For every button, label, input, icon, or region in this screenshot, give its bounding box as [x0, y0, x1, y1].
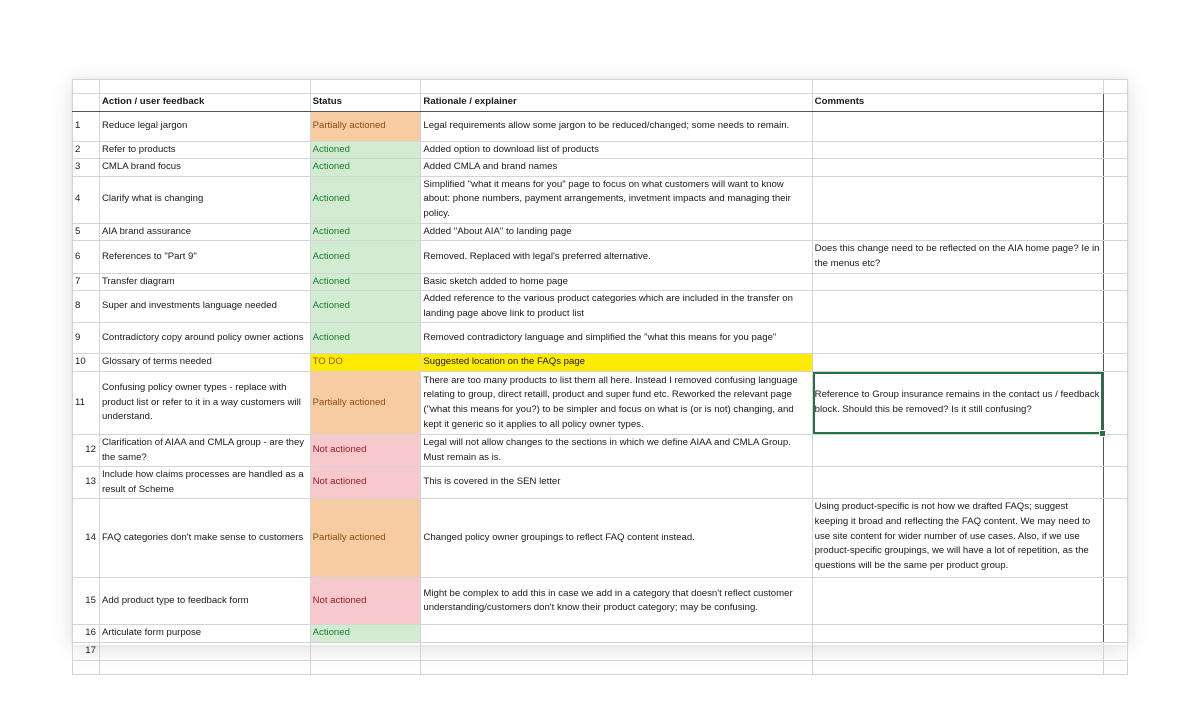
action-cell[interactable]: References to "Part 9": [99, 241, 310, 273]
cell[interactable]: [73, 660, 100, 674]
status-cell[interactable]: Actioned: [310, 176, 421, 223]
comments-cell[interactable]: [812, 111, 1103, 141]
table-row: [73, 467, 1128, 499]
comments-cell[interactable]: [812, 273, 1103, 291]
rationale-cell[interactable]: Legal requirements allow some jargon to be reduced/changed; some needs to remain.: [421, 111, 812, 141]
action-cell[interactable]: Articulate form purpose: [99, 625, 310, 643]
feedback-table: [72, 79, 1128, 675]
table-row: [73, 273, 1128, 291]
rationale-cell[interactable]: Might be complex to add this in case we add in a category that doesn't reflect customer understanding/customers don't know their product category; may be confusing.: [421, 578, 812, 625]
table-row: [73, 434, 1128, 466]
action-cell[interactable]: Refer to products: [99, 141, 310, 159]
table-row: [73, 241, 1128, 273]
status-cell[interactable]: Partially actioned: [310, 371, 421, 434]
table-row: [73, 141, 1128, 159]
comments-cell[interactable]: [812, 642, 1103, 660]
rationale-cell[interactable]: Added "About AIA" to landing page: [421, 223, 812, 241]
table-row: [73, 625, 1128, 643]
action-cell[interactable]: Transfer diagram: [99, 273, 310, 291]
cell[interactable]: [1104, 176, 1128, 223]
cell[interactable]: [1104, 323, 1128, 354]
comments-cell[interactable]: [812, 578, 1103, 625]
comments-cell[interactable]: [812, 625, 1103, 643]
row-number[interactable]: 16: [73, 625, 100, 643]
rationale-cell[interactable]: Added CMLA and brand names: [421, 159, 812, 177]
cell[interactable]: [1104, 159, 1128, 177]
cell[interactable]: [310, 660, 421, 674]
status-cell[interactable]: Actioned: [310, 159, 421, 177]
action-cell[interactable]: Confusing policy owner types - replace with product list or refer to it in a way customers will understand.: [99, 371, 310, 434]
status-cell[interactable]: Partially actioned: [310, 499, 421, 578]
action-cell[interactable]: FAQ categories don't make sense to customers: [99, 499, 310, 578]
rationale-cell[interactable]: Removed contradictory language and simplified the "what this means for you page": [421, 323, 812, 354]
cell[interactable]: [99, 80, 310, 94]
comments-cell[interactable]: [812, 291, 1103, 323]
action-cell[interactable]: Glossary of terms needed: [99, 354, 310, 372]
action-cell[interactable]: Contradictory copy around policy owner actions: [99, 323, 310, 354]
comments-cell[interactable]: Using product-specific is not how we drafted FAQs; suggest keeping it broad and reflecting the FAQ content. We may need to use site content for wider number of use cases. Also, if we use product-specific groupings, we will have a lot of repetition, as the questions will be the same per product group.: [812, 499, 1103, 578]
table-row: [73, 354, 1128, 372]
status-cell[interactable]: Partially actioned: [310, 111, 421, 141]
cell[interactable]: [1104, 578, 1128, 625]
cell[interactable]: [1104, 642, 1128, 660]
cell[interactable]: [1104, 660, 1128, 674]
status-cell[interactable]: [310, 642, 421, 660]
row-number[interactable]: 2: [73, 141, 100, 159]
rationale-cell[interactable]: There are too many products to list them all here. Instead I removed confusing language relating to group, direct retaill, product and super fund etc. Reworked the relevant page ("what this means for you?) to be simpler and focus on what is (or is not) changing, and kept it generic so it applies to all policy owner types.: [421, 371, 812, 434]
row-number[interactable]: 8: [73, 291, 100, 323]
header-rationale[interactable]: Rationale / explainer: [421, 94, 812, 112]
cell[interactable]: [1104, 625, 1128, 643]
rationale-cell[interactable]: Changed policy owner groupings to reflect FAQ content instead.: [421, 499, 812, 578]
table-row: [73, 159, 1128, 177]
row-number[interactable]: 7: [73, 273, 100, 291]
cell[interactable]: [1104, 273, 1128, 291]
status-cell[interactable]: Actioned: [310, 323, 421, 354]
spacer-row: [73, 660, 1128, 674]
cell[interactable]: [421, 660, 812, 674]
action-cell[interactable]: Include how claims processes are handled as a result of Scheme: [99, 467, 310, 499]
status-cell[interactable]: TO DO: [310, 354, 421, 372]
row-number[interactable]: 15: [73, 578, 100, 625]
rationale-cell[interactable]: [421, 625, 812, 643]
row-number[interactable]: 6: [73, 241, 100, 273]
cell[interactable]: [73, 80, 100, 94]
row-number[interactable]: 1: [73, 111, 100, 141]
row-number[interactable]: 4: [73, 176, 100, 223]
row-number[interactable]: 3: [73, 159, 100, 177]
cell[interactable]: [812, 80, 1103, 94]
row-number[interactable]: 5: [73, 223, 100, 241]
spreadsheet: [72, 79, 1128, 656]
row-number[interactable]: 17: [73, 642, 100, 660]
table-row: [73, 176, 1128, 223]
comments-cell[interactable]: [812, 323, 1103, 354]
comments-cell[interactable]: [812, 354, 1103, 372]
cell[interactable]: [1104, 371, 1128, 434]
action-cell[interactable]: Add product type to feedback form: [99, 578, 310, 625]
row-number[interactable]: 10: [73, 354, 100, 372]
comments-cell[interactable]: [812, 141, 1103, 159]
rationale-cell[interactable]: Suggested location on the FAQs page: [421, 354, 812, 372]
cell[interactable]: [812, 660, 1103, 674]
rationale-cell[interactable]: Legal will not allow changes to the sections in which we define AIAA and CMLA Group. Must remain as is.: [421, 434, 812, 466]
action-cell[interactable]: Super and investments language needed: [99, 291, 310, 323]
comments-cell[interactable]: [812, 159, 1103, 177]
action-cell[interactable]: AIA brand assurance: [99, 223, 310, 241]
table-row: [73, 111, 1128, 141]
status-cell[interactable]: Actioned: [310, 291, 421, 323]
rationale-cell[interactable]: Basic sketch added to home page: [421, 273, 812, 291]
status-cell[interactable]: Not actioned: [310, 434, 421, 466]
rationale-cell[interactable]: [421, 642, 812, 660]
header-cell-num[interactable]: [73, 94, 100, 112]
row-number[interactable]: 12: [73, 434, 100, 466]
row-number[interactable]: 14: [73, 499, 100, 578]
comments-cell[interactable]: [812, 434, 1103, 466]
header-row: [73, 94, 1128, 112]
cell[interactable]: [1104, 499, 1128, 578]
cell[interactable]: [1104, 354, 1128, 372]
rationale-cell[interactable]: Added reference to the various product categories which are included in the transfer on landing page above link to product list: [421, 291, 812, 323]
rationale-cell[interactable]: Added option to download list of products: [421, 141, 812, 159]
status-cell[interactable]: Not actioned: [310, 578, 421, 625]
table-row: [73, 578, 1128, 625]
cell[interactable]: [1104, 434, 1128, 466]
cell[interactable]: [1104, 467, 1128, 499]
comments-cell[interactable]: [812, 176, 1103, 223]
cell[interactable]: [1104, 141, 1128, 159]
table-row: [73, 642, 1128, 660]
header-status[interactable]: Status: [310, 94, 421, 112]
table-row: [73, 371, 1128, 434]
comments-cell[interactable]: Does this change need to be reflected on the AIA home page? Ie in the menus etc?: [812, 241, 1103, 273]
comments-text: Reference to Group insurance remains in the contact us / feedback block. Should this be removed? Is it still confusing?: [814, 389, 1100, 415]
row-number[interactable]: 11: [73, 371, 100, 434]
action-cell[interactable]: Clarification of AIAA and CMLA group - are they the same?: [99, 434, 310, 466]
table-row: [73, 223, 1128, 241]
cell[interactable]: [1104, 80, 1128, 94]
cell[interactable]: [421, 80, 812, 94]
row-number[interactable]: 13: [73, 467, 100, 499]
action-cell[interactable]: Reduce legal jargon: [99, 111, 310, 141]
rationale-cell[interactable]: Simplified "what it means for you" page to focus on what customers will want to know about: phone numbers, payment arrangements, invetment impacts and managing their policy.: [421, 176, 812, 223]
header-action[interactable]: Action / user feedback: [99, 94, 310, 112]
comments-cell-selected[interactable]: [812, 371, 1103, 434]
cell[interactable]: [1104, 94, 1128, 112]
status-cell[interactable]: Actioned: [310, 223, 421, 241]
comments-cell[interactable]: [812, 223, 1103, 241]
action-cell[interactable]: Clarify what is changing: [99, 176, 310, 223]
status-cell[interactable]: Actioned: [310, 241, 421, 273]
header-comments[interactable]: Comments: [812, 94, 1103, 112]
rationale-cell[interactable]: This is covered in the SEN letter: [421, 467, 812, 499]
cell[interactable]: [1104, 241, 1128, 273]
comments-cell[interactable]: [812, 467, 1103, 499]
fill-handle[interactable]: [1099, 430, 1106, 437]
spacer-row: [73, 80, 1128, 94]
action-cell[interactable]: CMLA brand focus: [99, 159, 310, 177]
rationale-cell[interactable]: Removed. Replaced with legal's preferred alternative.: [421, 241, 812, 273]
row-number[interactable]: 9: [73, 323, 100, 354]
status-cell[interactable]: Actioned: [310, 141, 421, 159]
cell[interactable]: [1104, 223, 1128, 241]
status-cell[interactable]: Not actioned: [310, 467, 421, 499]
cell[interactable]: [1104, 111, 1128, 141]
action-cell[interactable]: [99, 642, 310, 660]
cell[interactable]: [310, 80, 421, 94]
status-cell[interactable]: Actioned: [310, 625, 421, 643]
cell[interactable]: [99, 660, 310, 674]
table-row: [73, 323, 1128, 354]
cell[interactable]: [1104, 291, 1128, 323]
table-row: [73, 291, 1128, 323]
table-row: [73, 499, 1128, 578]
status-cell[interactable]: Actioned: [310, 273, 421, 291]
